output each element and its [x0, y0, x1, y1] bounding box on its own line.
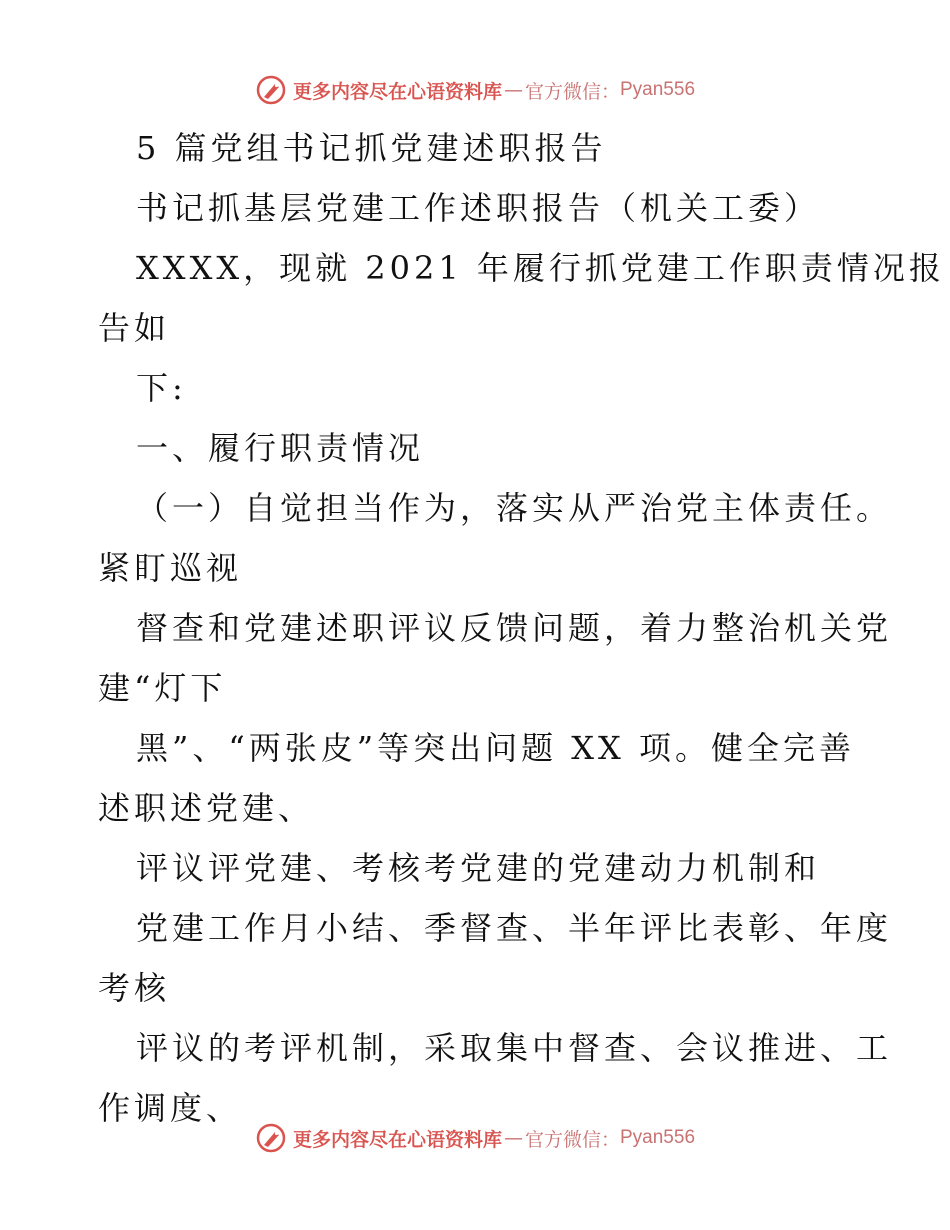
- document-line: 下:: [136, 369, 187, 407]
- document-line: （一）自觉担当作为，落实从严治党主体责任。: [136, 489, 893, 527]
- watermark-separator: —: [503, 79, 523, 101]
- watermark-brand: 更多内容尽在心语资料库: [292, 80, 502, 103]
- pen-nib-logo-icon: [255, 74, 287, 106]
- document-line: 紧盯巡视: [98, 549, 243, 587]
- document-line: 黑”、“两张皮”等突出问题 XX 项。健全完善: [136, 729, 855, 767]
- watermark-id: Pyan556: [620, 1127, 696, 1148]
- watermark-brand: 更多内容尽在心语资料库: [292, 1128, 502, 1151]
- document-line: 建“灯下: [98, 669, 227, 707]
- document-line: 一、履行职责情况: [136, 429, 425, 467]
- pen-nib-logo-icon: [255, 1122, 287, 1154]
- watermark-label: 官方微信：: [524, 80, 620, 103]
- watermark-header: [0, 74, 950, 106]
- document-line: 书记抓基层党建工作述职报告（机关工委）: [136, 189, 821, 227]
- document-body: [98, 118, 945, 1138]
- watermark-id: Pyan556: [620, 79, 696, 100]
- document-line: 考核: [98, 969, 171, 1007]
- document-line: 述职述党建、: [98, 789, 315, 827]
- watermark-separator: —: [503, 1127, 523, 1149]
- document-line: 评议的考评机制，采取集中督查、会议推进、工: [136, 1029, 893, 1067]
- document-line: XXXX，现就 2021 年履行抓党建工作职责情况报: [136, 249, 945, 287]
- document-line: 告如: [98, 309, 171, 347]
- document-line: 5 篇党组书记抓党建述职报告: [136, 129, 607, 167]
- watermark-label: 官方微信：: [524, 1128, 620, 1151]
- watermark-footer: [0, 1122, 950, 1154]
- document-line: 评议评党建、考核考党建的党建动力机制和: [136, 849, 821, 887]
- document-line: 作调度、: [98, 1089, 243, 1127]
- document-line: 督查和党建述职评议反馈问题，着力整治机关党: [136, 609, 893, 647]
- document-line: 党建工作月小结、季督查、半年评比表彰、年度: [136, 909, 893, 947]
